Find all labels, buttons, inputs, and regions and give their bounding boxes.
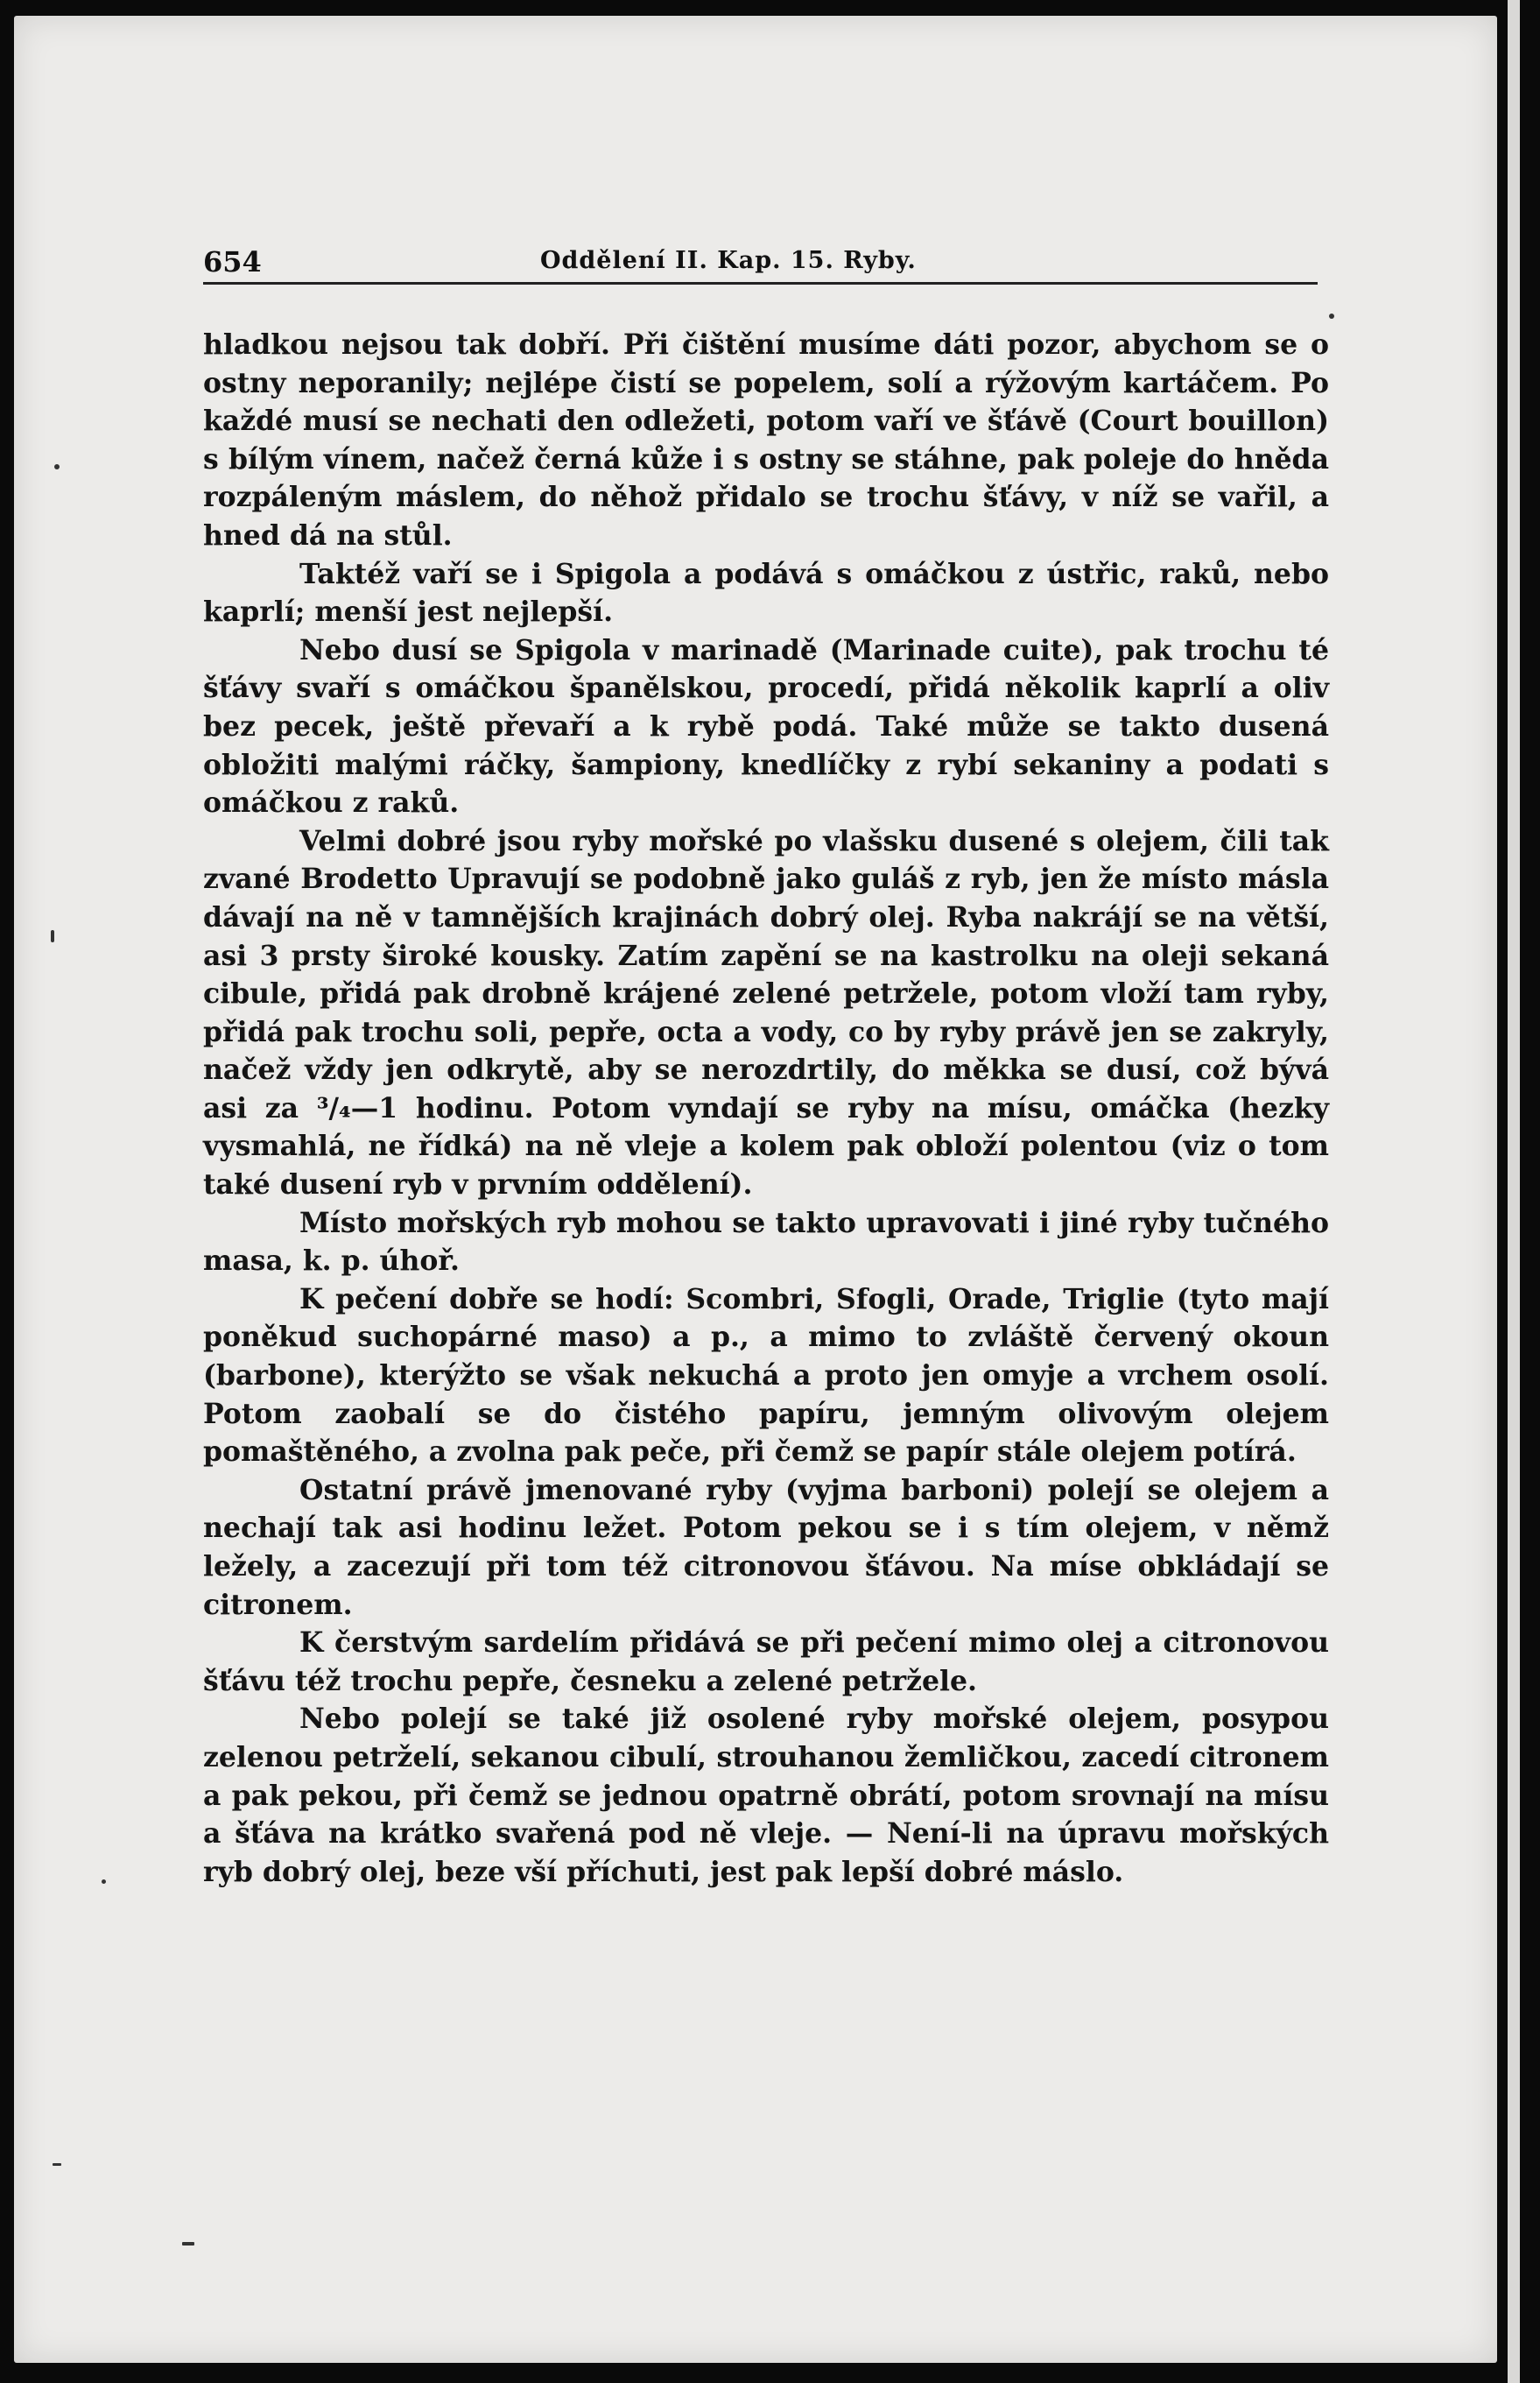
paragraph: Ostatní právě jmenované ryby (vyjma barboni) polejí se olejem a nechají tak asi hodinu ležet. Potom pekou se i s tím olejem, v němž ležely, a zacezují při tom též citronovou šťávou. Na míse obkládají se citronem.: [203, 1473, 1329, 1621]
scan-speck: [54, 464, 60, 469]
page-header: [203, 242, 1315, 287]
scan-speck: [102, 1879, 106, 1884]
paragraph: K pečení dobře se hodí: Scombri, Sfogli, Orade, Triglie (tyto mají poněkud suchopárné maso) a p., a mimo to zvláště červený okoun (barbone), kterýžto se však nekuchá a proto jen omyje a vrchem osolí. Potom zaobalí se do čistého papíru, jemným olivovým olejem pomaštěného, a zvolna pak peče, při čemž se papír stále olejem potírá.: [203, 1282, 1329, 1469]
scan-speck: [182, 2242, 194, 2246]
scan-speck: [51, 930, 54, 942]
paragraph: Místo mořských ryb mohou se takto upravovati i jiné ryby tučného masa, k. p. úhoř.: [203, 1206, 1329, 1278]
header-rule: [203, 282, 1318, 285]
page-number: 654: [203, 245, 262, 278]
adjacent-page-edge: [1508, 0, 1520, 2383]
running-title: Oddělení II. Kap. 15. Ryby.: [540, 247, 917, 274]
scan-speck: [53, 2163, 61, 2166]
paragraph: Velmi dobré jsou ryby mořské po vlašsku dusené s olejem, čili tak zvané Brodetto Upravují se podobně jako guláš z ryb, jen že místo másla dávají na ně v tamnějších krajinách dobrý olej. Ryba nakrájí se na větší, asi 3 prsty široké kousky. Zatím zapění se na kastrolku na oleji sekaná cibule, přidá pak drobně krájené zelené petržele, potom vloží tam ryby, přidá pak trochu soli, pepře, octa a vody, co by ryby právě jen se zakryly, načež vždy jen odkrytě, aby se nerozdrtily, do měkka se dusí, což bývá asi za ³/₄—1 hodinu. Potom vyndají se ryby na mísu, omáčka (hezky vysmahlá, ne řídká) na ně vleje a kolem pak obloží polentou (viz o tom také dusení ryb v prvním oddělení).: [203, 824, 1329, 1202]
paragraph: hladkou nejsou tak dobří. Při čištění musíme dáti pozor, abychom se o ostny neporanily; nejlépe čistí se popelem, solí a rýžovým kartáčem. Po každé musí se nechati den odležeti, potom vaří ve šťávě (Court bouillon) s bílým vínem, načež černá kůže i s ostny se stáhne, pak poleje do hněda rozpáleným máslem, do něhož přidalo se trochu šťávy, v níž se vařil, a hned dá na stůl.: [203, 328, 1329, 552]
paragraph: Nebo dusí se Spigola v marinadě (Marinade cuite), pak trochu té šťávy svaří s omáčkou španělskou, procedí, přidá několik kaprlí a oliv bez pecek, ještě převaří a k rybě podá. Také může se takto dusená obložiti malými ráčky, šampiony, knedlíčky z rybí sekaniny a podati s omáčkou z raků.: [203, 633, 1329, 820]
paragraph: Taktéž vaří se i Spigola a podává s omáčkou z ústřic, raků, nebo kaprlí; menší jest nejlepší.: [203, 557, 1329, 629]
scan-speck: [1329, 314, 1334, 319]
body-text: [203, 326, 1329, 1891]
paragraph: K čerstvým sardelím přidává se při pečení mimo olej a citronovou šťávu též trochu pepře, česneku a zelené petržele.: [203, 1626, 1329, 1697]
paragraph: Nebo polejí se také již osolené ryby mořské olejem, posypou zelenou petrželí, sekanou cibulí, strouhanou žemličkou, zacedí citronem a pak pekou, při čemž se jednou opatrně obrátí, potom srovnají na mísu a šťáva na krátko svařená pod ně vleje. — Není-li na úpravu mořských ryb dobrý olej, beze vší příchuti, jest pak lepší dobré máslo.: [203, 1703, 1329, 1888]
